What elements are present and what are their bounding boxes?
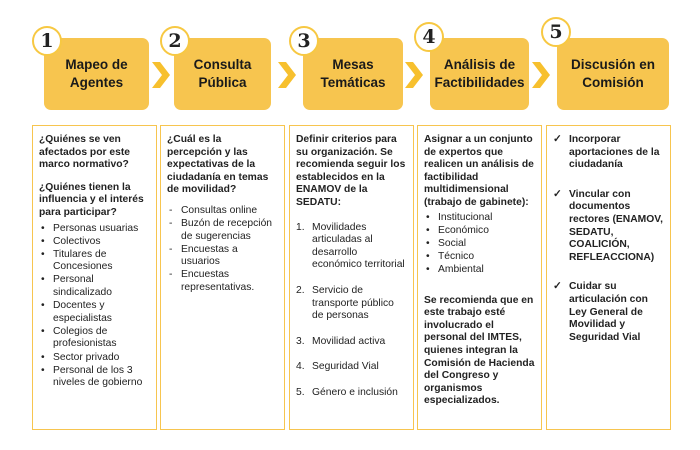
list-item: • Institucional [424, 212, 535, 225]
step-title-4: Análisis de Factibilidades [430, 38, 529, 110]
panel-consulta-publica [160, 125, 285, 430]
dimension-list [424, 212, 535, 277]
intro-text: Asignar a un conjunto de expertos que realicen un análisis de factibilidad multidimensional (trabajo de gabinete): [424, 134, 534, 208]
arrow-icon [405, 62, 423, 88]
item-text: Género e inclusión [312, 386, 398, 398]
question-influence: ¿Quiénes tienen la influencia y el interés para participar? [39, 181, 144, 218]
item-number: 1. [296, 221, 305, 233]
step-title-2: Consulta Pública [174, 38, 271, 110]
item-text: Movilidades articuladas al desarrollo económico territorial [312, 221, 405, 271]
list-item: • Ambiental [424, 264, 535, 277]
list-item: • Colegios de profesionistas [39, 326, 150, 351]
recommendation-text: Se recomienda que en este trabajo esté involucrado el personal del IMTES, quienes integran la Comisión de Hacienda del Congreso y organismos especializados. [424, 294, 535, 407]
arrow-icon [278, 62, 296, 88]
step-number-4: 4 [414, 22, 444, 52]
item-text: Movilidad activa [312, 335, 386, 347]
step-number-2: 2 [160, 26, 190, 56]
action-list [553, 134, 664, 344]
list-item: - Encuestas representativas. [167, 269, 278, 294]
list-item: • Personal sindicalizado [39, 274, 150, 299]
list-item: • Económico [424, 225, 535, 238]
intro-text: Definir criterios para su organización. Se recomienda seguir los establecidos en la ENAMOV de la SEDATU: [296, 134, 406, 208]
agent-list [39, 223, 150, 390]
list-item: • Sector privado [39, 352, 150, 365]
list-item: • Docentes y especialistas [39, 300, 150, 325]
list-item [296, 336, 407, 349]
step-title-5: Discusión en Comisión [557, 38, 669, 110]
step-number-5: 5 [541, 17, 571, 47]
list-item: ✓ Cuidar su articulación con Ley General de Movilidad y Seguridad Vial [553, 281, 664, 344]
list-item [296, 387, 407, 400]
panel-mapeo-de-agentes [32, 125, 157, 430]
list-item: • Titulares de Concesiones [39, 249, 150, 274]
list-item: • Personal de los 3 niveles de gobierno [39, 365, 150, 390]
panel-analisis-factibilidades [417, 125, 542, 430]
list-item: • Social [424, 238, 535, 251]
panel-discusion-comision [546, 125, 671, 430]
panel-mesas-tematicas [289, 125, 414, 430]
item-number: 5. [296, 386, 305, 398]
item-number: 3. [296, 335, 305, 347]
item-text: Servicio de transporte público de personas [312, 284, 394, 322]
list-item: • Colectivos [39, 236, 150, 249]
step-number-3: 3 [289, 26, 319, 56]
item-number: 2. [296, 284, 305, 296]
arrow-icon [152, 62, 170, 88]
list-item: - Consultas online [167, 205, 278, 218]
item-number: 4. [296, 361, 305, 373]
list-item [296, 361, 407, 374]
question-affected: ¿Quiénes se ven afectados por este marco normativo? [39, 134, 130, 171]
list-item: - Encuestas a usuarios [167, 244, 278, 269]
step-title-3: Mesas Temáticas [303, 38, 403, 110]
item-text: Seguridad Vial [312, 361, 379, 373]
list-item: • Técnico [424, 251, 535, 264]
arrow-icon [532, 62, 550, 88]
step-title-1: Mapeo de Agentes [44, 38, 149, 110]
list-item: • Personas usuarias [39, 223, 150, 236]
list-item [296, 285, 407, 323]
theme-list [296, 222, 407, 400]
consultation-list [167, 205, 278, 295]
list-item: - Buzón de recepción de sugerencias [167, 218, 278, 243]
step-number-1: 1 [32, 26, 62, 56]
question-perception: ¿Cuál es la percepción y las expectativas de la ciudadanía en temas de movilidad? [167, 134, 269, 196]
list-item: ✓ Incorporar aportaciones de la ciudadanía [553, 134, 664, 172]
list-item [296, 222, 407, 272]
list-item: ✓ Vincular con documentos rectores (ENAMOV, SEDATU, COALICIÓN, REFLEACCIONA) [553, 189, 664, 265]
